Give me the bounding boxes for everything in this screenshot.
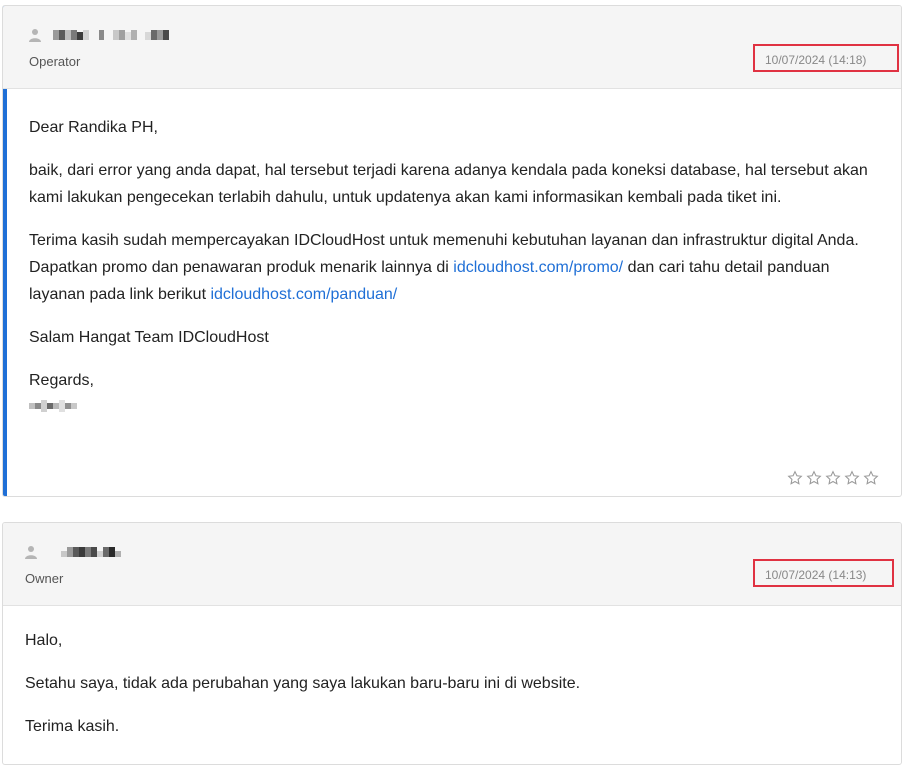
message-paragraph: Setahu saya, tidak ada perubahan yang saya lakukan baru-baru ini di website. xyxy=(25,675,581,692)
reply-message xyxy=(25,627,875,756)
message-paragraph xyxy=(29,227,879,308)
redacted-signature xyxy=(29,400,79,412)
author-role: Operator xyxy=(29,54,81,69)
reply-message xyxy=(29,114,879,421)
rating-stars[interactable] xyxy=(787,470,879,486)
person-icon xyxy=(29,28,41,42)
person-icon xyxy=(25,545,37,559)
author-role: Owner xyxy=(25,571,64,586)
guide-text: dan cari tahu detail panduan layanan pada link berikut xyxy=(29,259,830,303)
reply-header xyxy=(3,523,901,606)
star-outline-icon[interactable] xyxy=(844,470,860,486)
closing: Terima kasih. xyxy=(25,718,120,735)
reply-header xyxy=(3,6,901,89)
redacted-author-name xyxy=(49,545,127,559)
star-outline-icon[interactable] xyxy=(863,470,879,486)
closing: Salam Hangat Team IDCloudHost xyxy=(29,329,269,346)
reply-timestamp: 10/07/2024 (14:13) xyxy=(753,559,894,587)
author-line xyxy=(29,28,169,42)
redacted-author-name xyxy=(53,28,169,42)
guide-link[interactable]: idcloudhost.com/panduan/ xyxy=(210,286,398,303)
owner-reply xyxy=(2,522,902,765)
operator-reply xyxy=(2,5,902,497)
greeting: Dear Randika PH, xyxy=(29,119,158,136)
thanks-text: Terima kasih sudah mempercayakan IDCloudHost untuk memenuhi kebutuhan layanan dan infrastruktur digital Anda. xyxy=(29,232,859,249)
star-outline-icon[interactable] xyxy=(787,470,803,486)
star-outline-icon[interactable] xyxy=(806,470,822,486)
author-line xyxy=(25,545,127,559)
promo-text: Dapatkan promo dan penawaran produk menarik lainnya di xyxy=(29,259,454,276)
regards: Regards, xyxy=(29,372,94,389)
greeting: Halo, xyxy=(25,632,63,649)
promo-link[interactable]: idcloudhost.com/promo/ xyxy=(453,259,624,276)
reply-timestamp: 10/07/2024 (14:18) xyxy=(753,44,899,72)
star-outline-icon[interactable] xyxy=(825,470,841,486)
message-paragraph: baik, dari error yang anda dapat, hal tersebut terjadi karena adanya kendala pada koneksi database, hal tersebut akan kami lakukan pengecekan terlabih dahulu, untuk updatenya akan kami informasikan kembali pada tiket ini. xyxy=(29,162,868,206)
